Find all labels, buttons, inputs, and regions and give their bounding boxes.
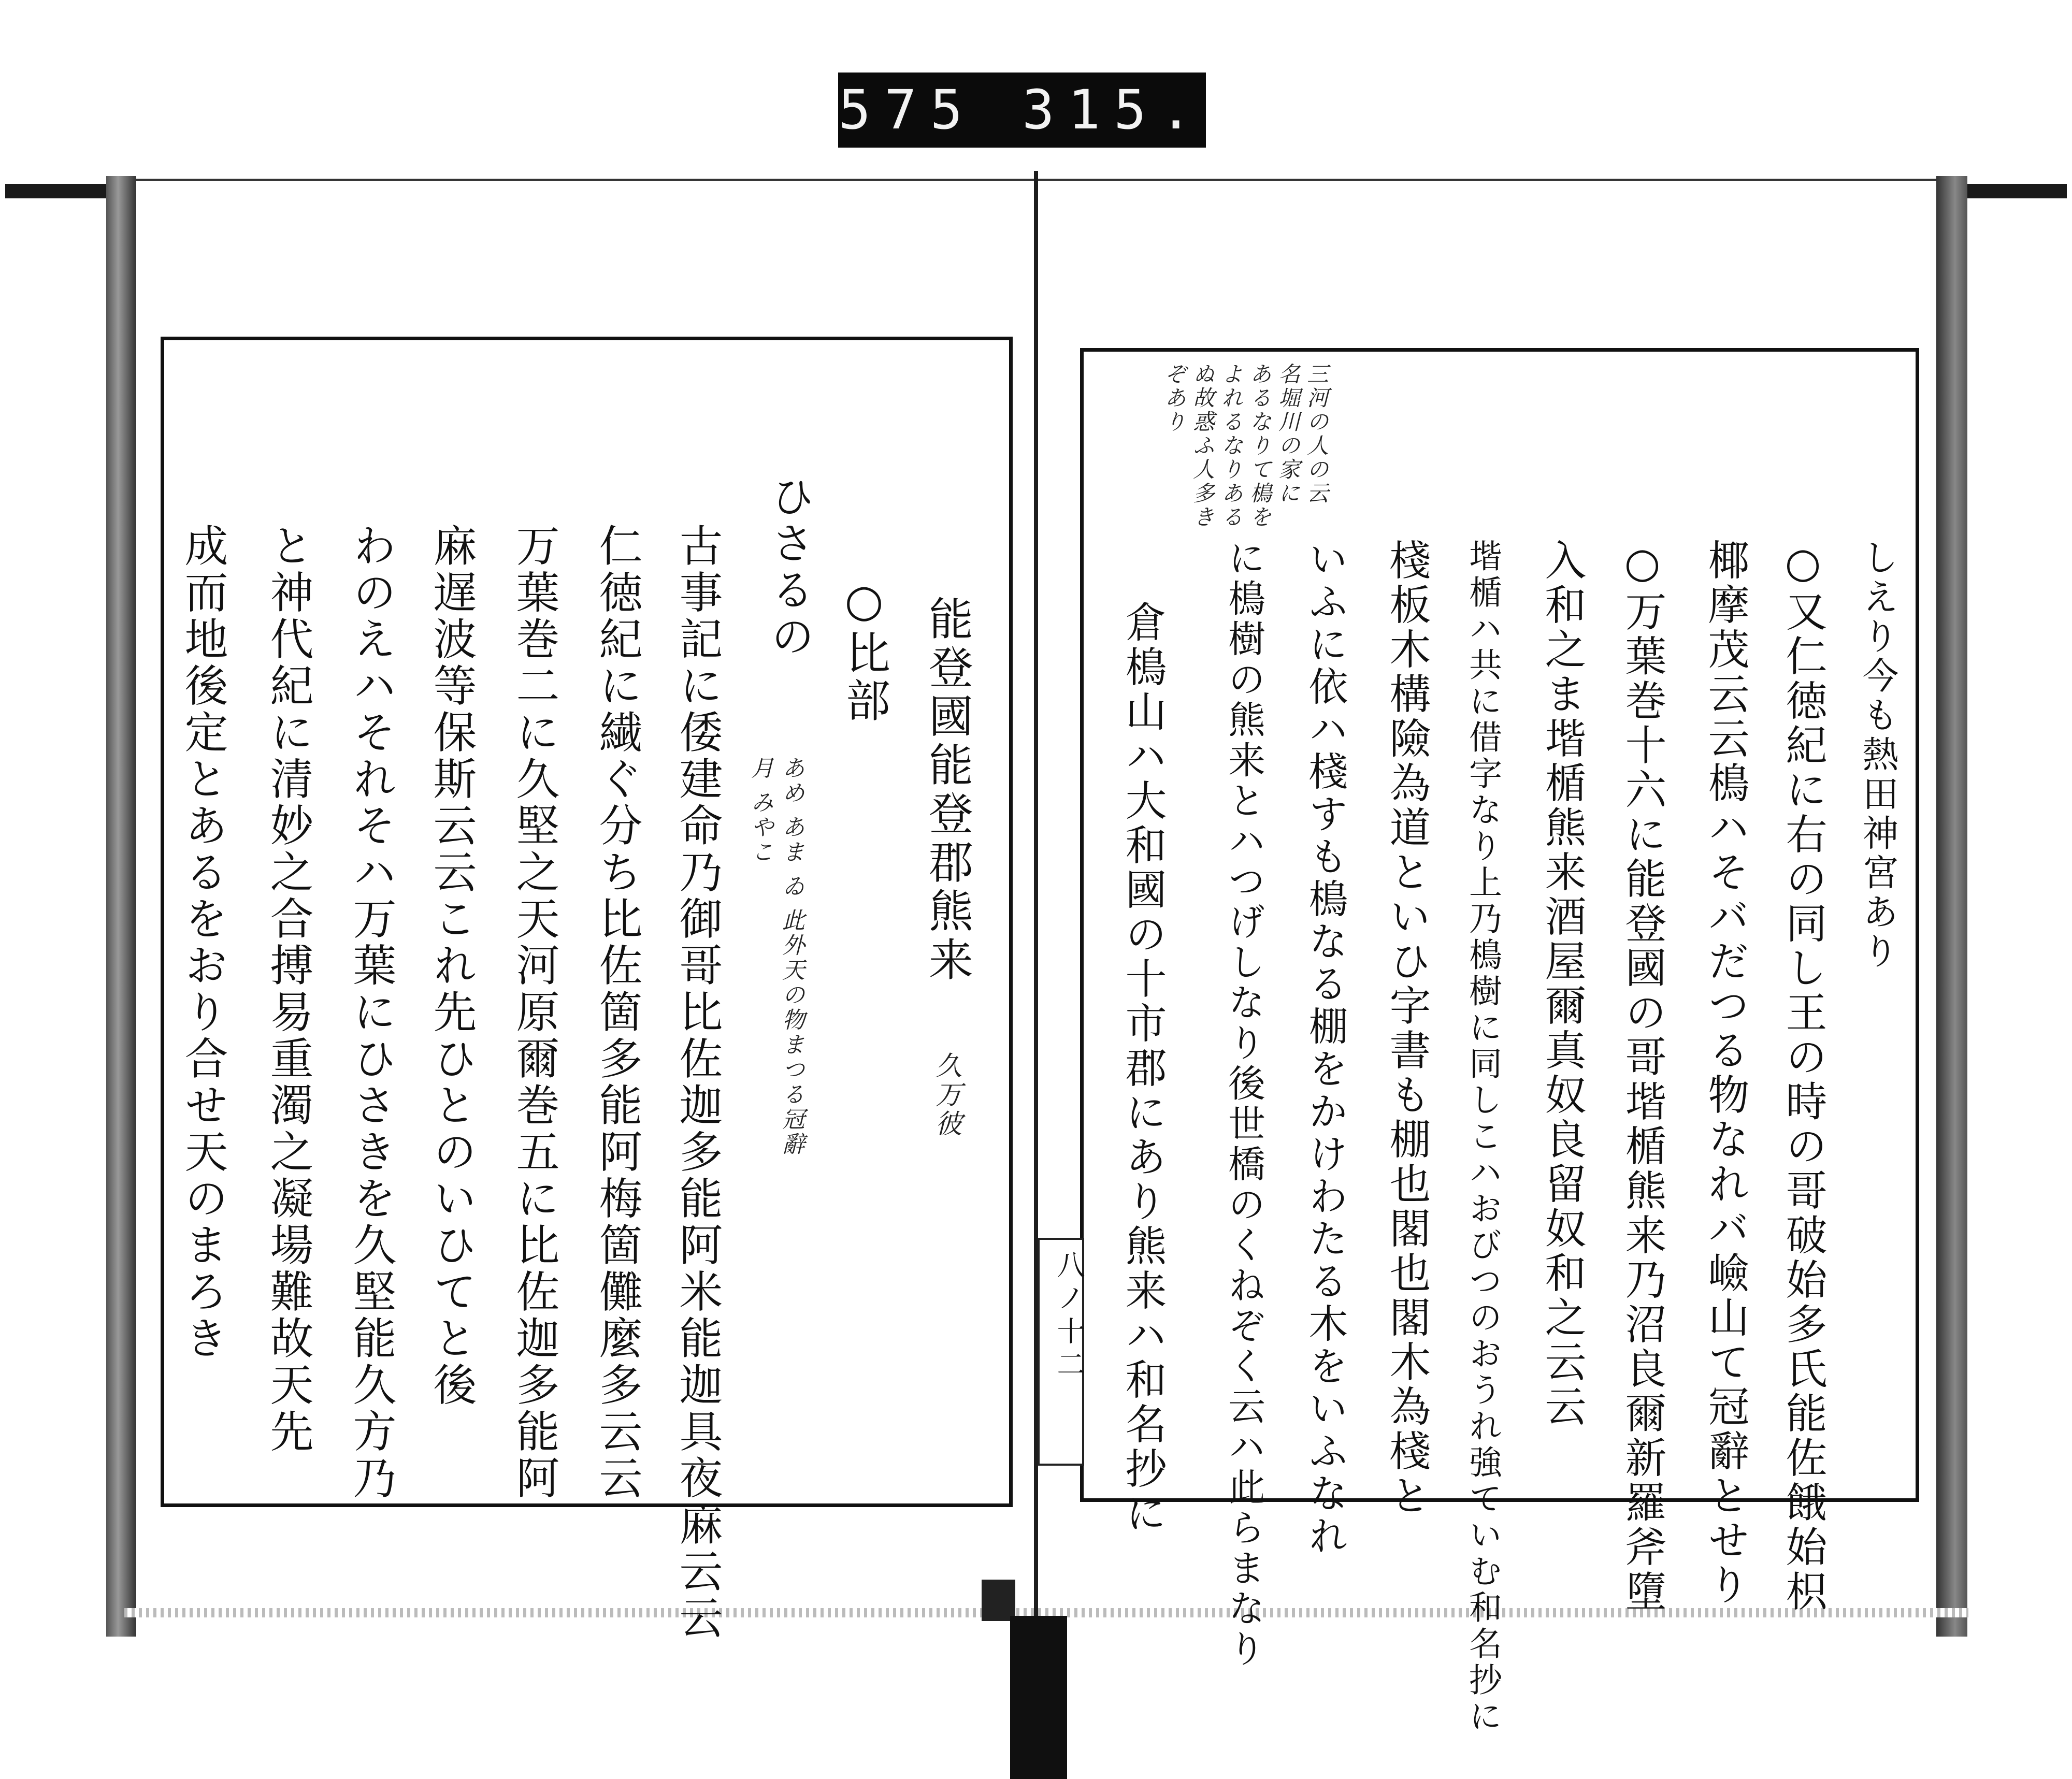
spine-clip <box>982 1580 1015 1621</box>
left-head-note: ひさるの <box>764 474 815 660</box>
left-line-1: 古事記に倭建命乃御哥比佐迦多能阿米能迦具夜麻云云 <box>672 523 723 1642</box>
right-line-6: 堦楯ハ共に借字なり上乃樢樹に同しこハおびつのおうれ強ていむ和名抄に <box>1463 539 1502 1735</box>
right-line-10: 倉樢山ハ大和國の十市郡にあり熊来ハ和名抄に <box>1118 601 1167 1536</box>
left-line-7: 成而地後定とあるをおり合せ天のまろき <box>178 523 228 1362</box>
left-line-3: 万葉巻二に久堅之天河原爾巻五に比佐迦多能阿 <box>509 523 560 1502</box>
right-line-1: しえり今も熱田神宮あり <box>1857 539 1899 972</box>
folio-number: 八ノ十二 <box>1053 1250 1085 1383</box>
left-line-6: と神代紀に清妙之合搏易重濁之凝場難故天先 <box>263 523 314 1455</box>
left-line-5: わのえハそれそハ万葉にひさきを久堅能久方乃 <box>346 523 397 1502</box>
right-line-9: に樢樹の熊来とハつげしなり後世橋のくねぞく云ハ此らまなり <box>1222 539 1265 1670</box>
film-id-tag: 575 315. <box>838 73 1206 148</box>
left-line-2: 仁徳紀に繊ぐ分ち比佐箇多能阿梅箇儺麼多云云 <box>592 523 643 1502</box>
right-side-note-4: よれるなりある <box>1218 363 1244 529</box>
folio-box <box>1038 1238 1084 1466</box>
left-title-note: 久万彼 <box>930 1051 961 1138</box>
right-line-4: ○万葉巻十六に能登國の哥堦楯熊来乃沼良爾新羅斧墮 <box>1618 539 1666 1614</box>
left-section-heading: ○比部 <box>838 575 890 725</box>
right-side-note-3: あるなりて樢を <box>1247 363 1272 529</box>
right-line-3: 椰摩茂云云樢ハそバだつる物なれバ嶮山て冠辭とせり <box>1701 539 1749 1608</box>
left-title: 能登國能登郡熊来 <box>921 596 973 985</box>
right-line-5: 入和之ま堦楯熊来酒屋爾真奴良留奴和之云云 <box>1538 539 1586 1429</box>
book-cover-edge-left <box>106 176 136 1637</box>
left-line-4: 麻遅波等保斯云云これ先ひとのいひてと後 <box>426 523 477 1409</box>
right-side-note-1: 三河の人の云 <box>1304 363 1329 505</box>
right-line-2: ○又仁徳紀に右の同し王の時の哥破始多氏能佐餓始枳 <box>1779 539 1827 1614</box>
spine-base <box>1010 1616 1067 1779</box>
left-side-note-2: 月 みやこ <box>747 756 773 865</box>
right-side-note-2: 名堀川の家に <box>1275 363 1301 505</box>
right-line-8: いふに依ハ棧すも樢なる棚をかけわたる木をいふなれ <box>1302 539 1348 1558</box>
left-side-note-1: あめ あま ゐ 此外天の物まつる冠辭 <box>778 756 804 1157</box>
right-side-note-6: ぞあり <box>1161 363 1187 434</box>
right-side-note-5: ぬ故惑ふ人多き <box>1190 363 1215 529</box>
right-line-7: 棧板木構險為道といひ字書も棚也閣也閣木為棧と <box>1383 539 1431 1518</box>
book-cover-edge-right <box>1936 176 1967 1637</box>
